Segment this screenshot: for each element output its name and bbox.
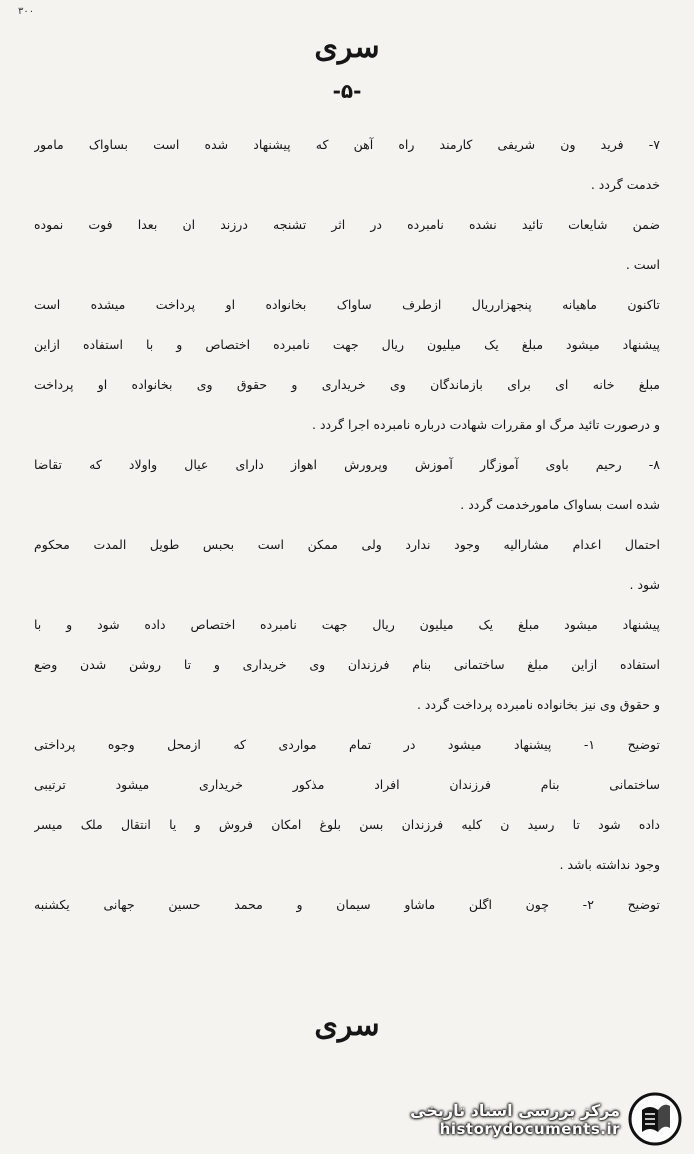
text-line: شده است بساواک مامورخدمت گردد . [460,497,660,512]
text-line: و حقوق وی نیز بخانواده نامبرده پرداخت گردد . [416,697,660,712]
text-line: توضیح ۱- پیشنهاد میشود در تمام مواردی که ازمحل وجوه پرداختی [34,737,660,752]
text-line: توضیح ۲- چون اگلن ماشاو سیمان و محمد حسین جهانی یکشنبه [34,897,660,912]
document-body [34,125,660,925]
text-line: احتمال اعدام مشارالیه وجود ندارد ولی ممکن است بحبس طویل المدت محکوم [34,537,660,552]
text-line: ۸- رحیم باوی آموزگار آموزش وپرورش اهواز دارای عیال واولاد که تقاضا [34,457,660,472]
text-line: ساختمانی بنام فرزندان افراد مذکور خریداری میشود ترتیبی [34,777,660,792]
classification-top: سری [314,30,380,65]
text-line: استفاده ازاین مبلغ ساختمانی بنام فرزندان وی خریداری و تا روشن شدن وضع [34,657,660,672]
text-line: وجود نداشته باشد . [559,857,660,872]
corner-mark: ۳۰۰ [18,6,35,17]
text-line: پیشنهاد میشود مبلغ یک میلیون ریال جهت نامبرده اختصاص و با استفاده ازاین [34,337,660,352]
classification-bottom: سری [314,1008,380,1043]
text-line: مبلغ خانه ای برای بازماندگان وی خریداری و حقوق وی بخانواده او پرداخت [34,377,660,392]
text-line: پیشنهاد میشود مبلغ یک میلیون ریال جهت نامبرده اختصاص داده شود و با [34,617,660,632]
document-archive-logo-icon [628,1092,682,1146]
text-line: ضمن شایعات تائید نشده نامبرده در اثر تشنجه درزند ان بعدا فوت نموده [34,217,660,232]
watermark-text [410,1101,620,1138]
text-line: تاکنون ماهیانه پنجهزارریال ازطرف ساواک بخانواده او پرداخت میشده است [34,297,660,312]
document-header [0,30,694,103]
text-line: ۷- فرید ون شریفی کارمند راه آهن که پیشنهاد شده است بساواک مامور [34,137,660,152]
text-line: شود . [629,577,660,592]
text-line: است . [625,257,660,272]
watermark-url: historydocuments.ir [439,1119,620,1138]
document-footer [0,1008,694,1043]
watermark-title: مرکز بررسی اسناد تاریخی [410,1100,620,1120]
watermark [410,1092,682,1146]
text-line: خدمت گردد . [590,177,660,192]
page-number: -۵- [332,79,362,103]
text-line: داده شود تا رسید ن کلیه فرزندان بسن بلوغ امکان فروش و یا انتقال ملک میسر [34,817,660,832]
text-line: و درصورت تائید مرگ او مقررات شهادت درباره نامبرده اجرا گردد . [312,417,660,432]
